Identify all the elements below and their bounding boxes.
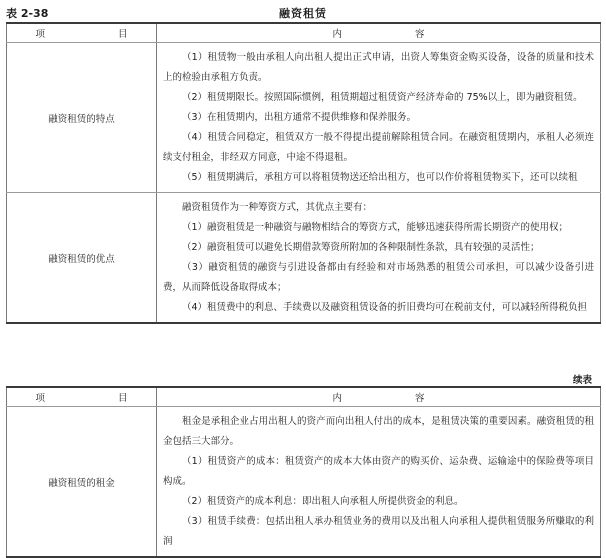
table-row (7, 193, 601, 324)
table-title: 融资租赁 (279, 7, 327, 20)
row-label: 融资租赁的特点 (7, 43, 157, 193)
header-row (7, 387, 601, 407)
table-number: 表 2-38 (6, 7, 49, 20)
row-content (157, 193, 601, 324)
paragraph: 融资租赁作为一种筹资方式，其优点主要有： (182, 202, 373, 213)
header-row (7, 23, 601, 43)
paragraph: （3）融资租赁的融资与引进设备都由有经验和对市场熟悉的租赁公司承担，可以减少设备引进费，从而降低设备取得成本； (163, 262, 594, 293)
table-caption (0, 0, 606, 22)
header-content: 内 容 (157, 23, 601, 43)
paragraph: 租金是承租企业占用出租人的资产而向出租人付出的成本，是租赁决策的重要因素。融资租赁的租金包括三大部分。 (163, 416, 594, 447)
paragraph: （2）租赁期限长。按照国际惯例，租赁期超过租赁资产经济寿命的 75%以上，即为融资租赁。 (182, 92, 583, 103)
header-content: 内 容 (157, 387, 601, 407)
row-content (157, 407, 601, 558)
header-item: 项 目 (7, 387, 157, 407)
paragraph: （2）融资租赁可以避免长期借款筹资所附加的各种限制性条款，具有较强的灵活性； (182, 242, 540, 253)
continued-label: 续表 (572, 375, 592, 386)
paragraph: （2）租赁资产的成本利息：即出租人向承租人所提供资金的利息。 (182, 496, 464, 507)
paragraph: （3）在租赁期内，出租方通常不提供维修和保养服务。 (182, 112, 417, 123)
paragraph: （4）租赁合同稳定，租赁双方一般不得提出提前解除租赁合同。在融资租赁期内，承租人必须连续支付租金，非经双方同意，中途不得退租。 (163, 132, 594, 163)
header-item: 项 目 (7, 23, 157, 43)
table-row (7, 43, 601, 193)
row-label: 融资租赁的优点 (7, 193, 157, 324)
paragraph: （4）租赁费中的利息、手续费以及融资租赁设备的折旧费均可在税前支付，可以减轻所得税负担 (182, 302, 588, 313)
paragraph: （3）租赁手续费：包括出租人承办租赁业务的费用以及出租人向承租人提供租赁服务所赚取的利润 (163, 516, 594, 547)
lease-table-continued (6, 386, 601, 558)
paragraph: （1）租赁资产的成本：租赁资产的成本大体由资产的购买价、运杂费、运输途中的保险费等项目构成。 (163, 456, 594, 487)
paragraph: （1）租赁物一般由承租人向出租人提出正式申请，出资人筹集资金购买设备，设备的质量和技术上的检验由承租方负责。 (163, 52, 594, 83)
row-content (157, 43, 601, 193)
row-label: 融资租赁的租金 (7, 407, 157, 558)
table-row (7, 407, 601, 558)
paragraph: （1）融资租赁是一种融资与融物相结合的筹资方式，能够迅速获得所需长期资产的使用权； (182, 222, 569, 233)
paragraph: （5）租赁期满后，承租方可以将租赁物送还给出租方，也可以作价将租赁物买下，还可以续租 (182, 172, 578, 183)
lease-table (6, 22, 601, 324)
